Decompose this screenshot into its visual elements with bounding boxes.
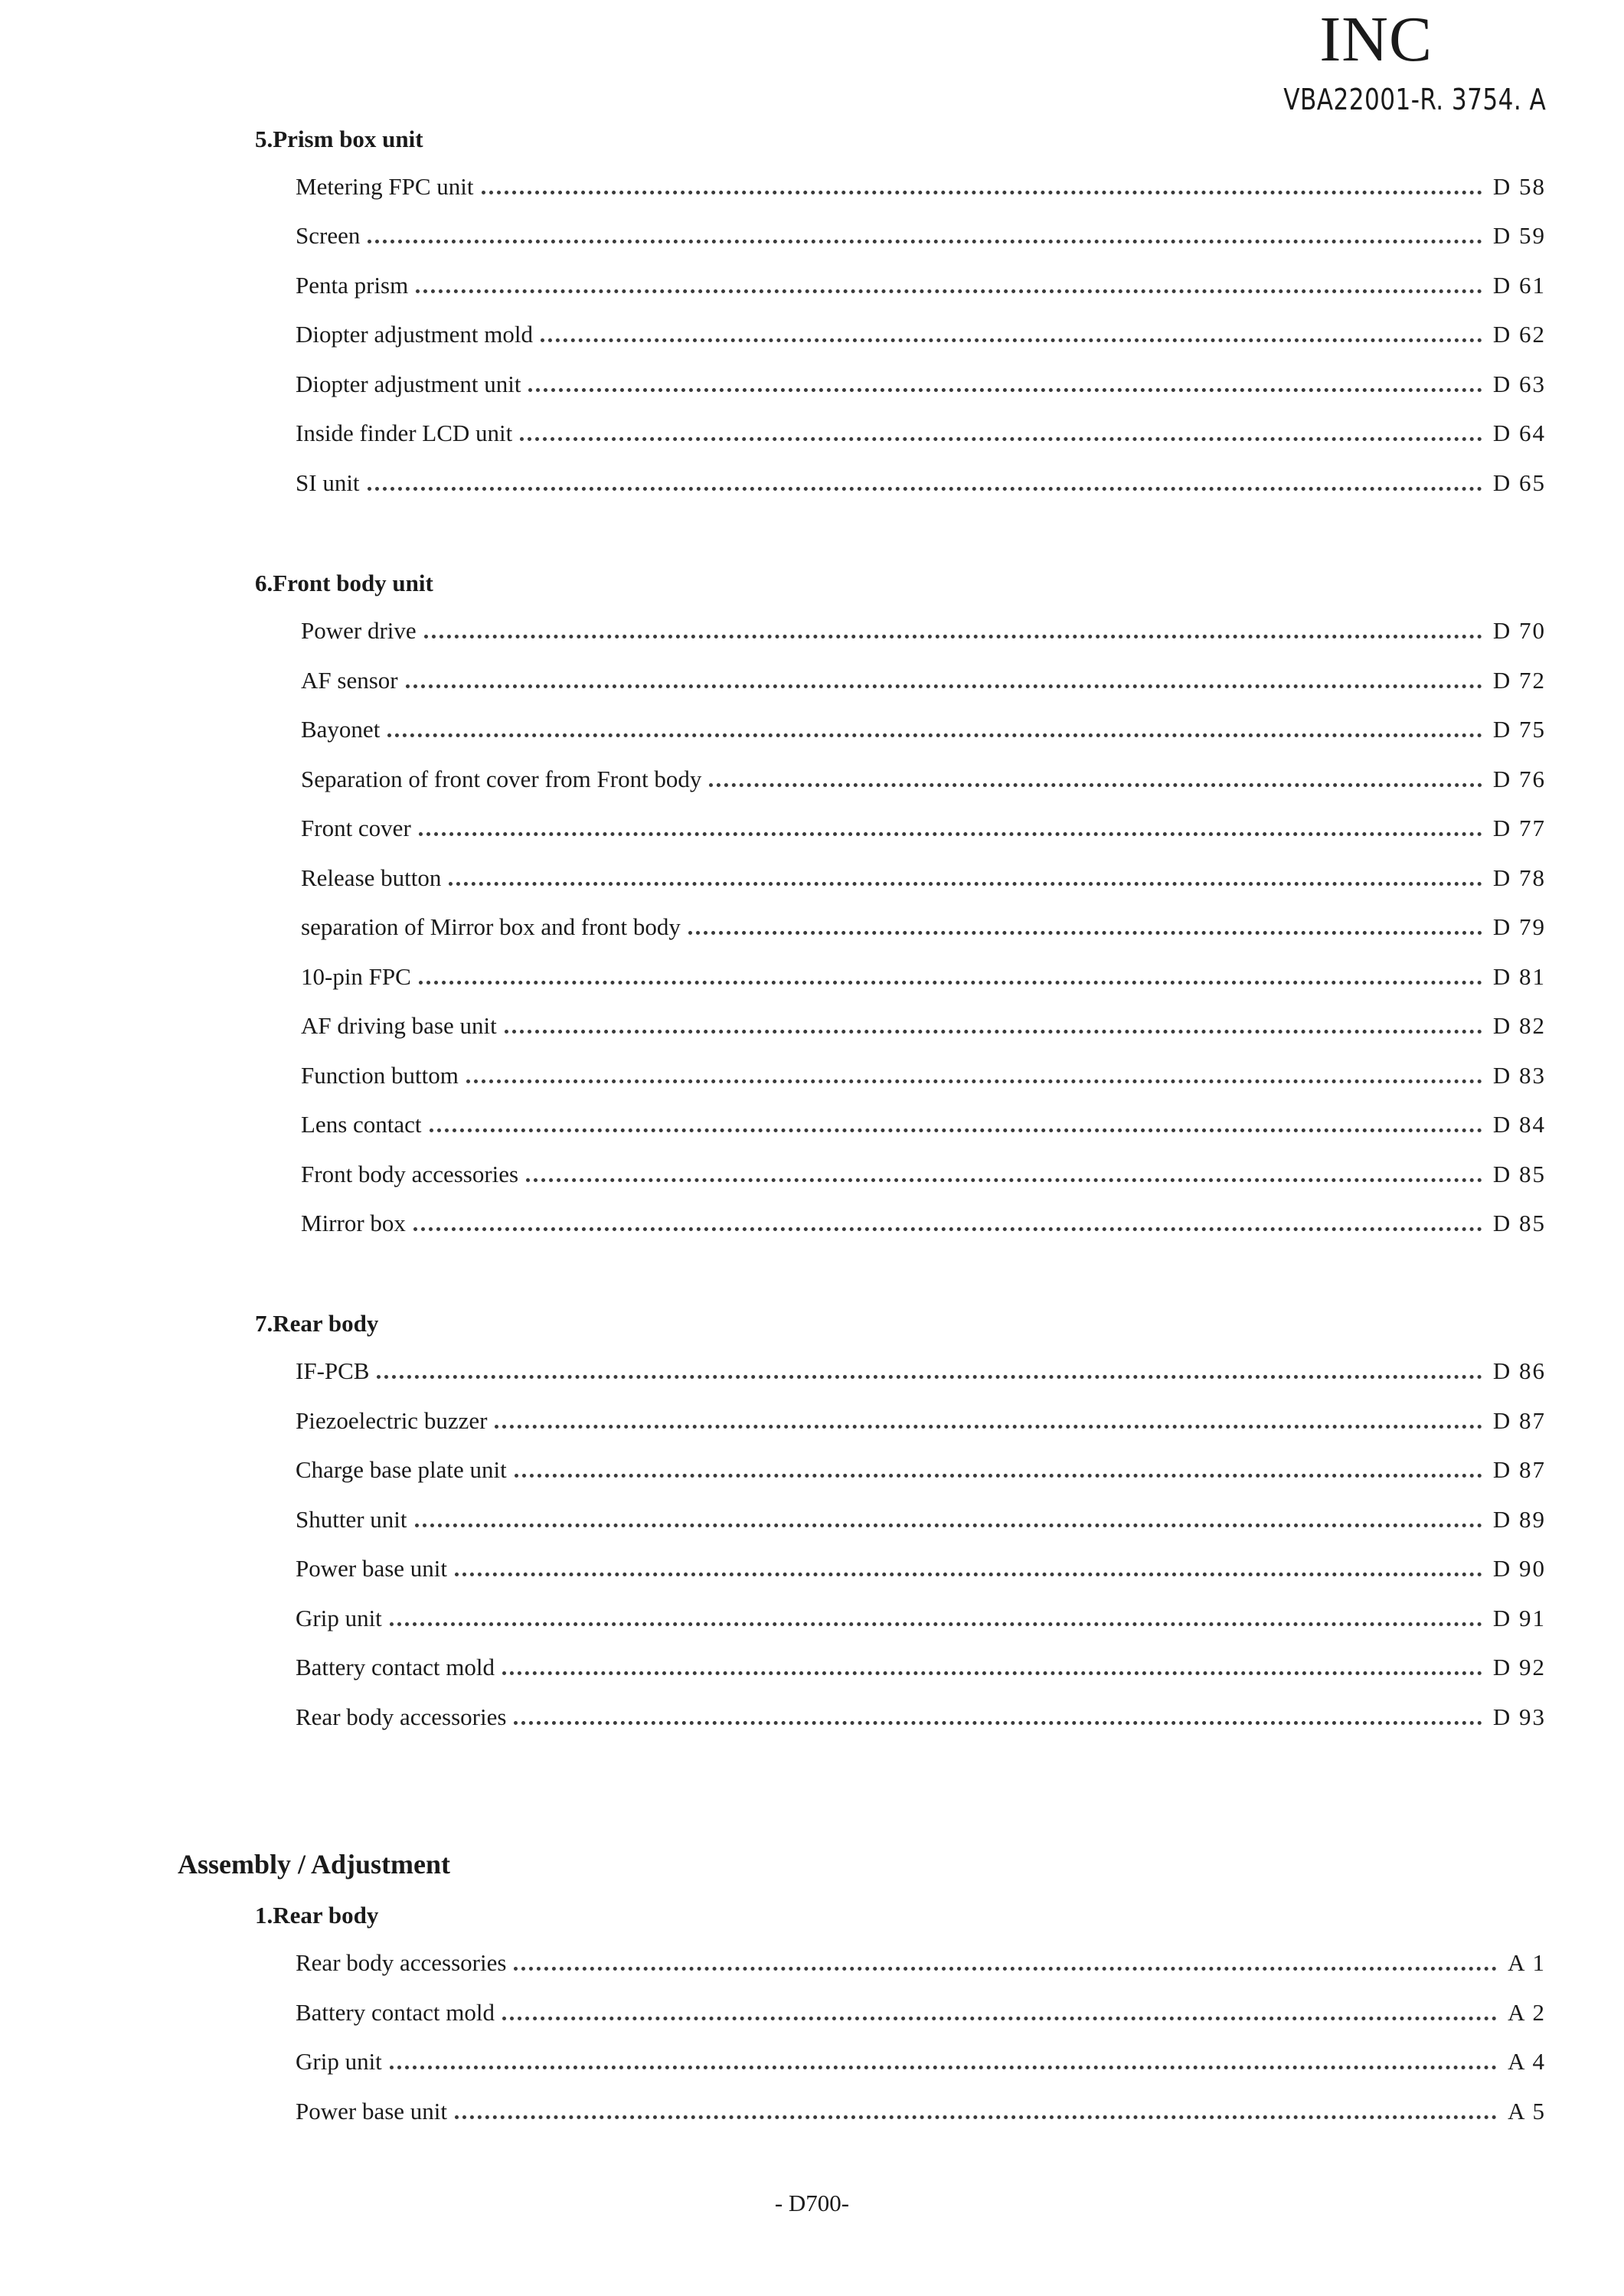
toc-entry-label: Piezoelectric buzzer — [296, 1407, 488, 1434]
toc-entry-page: D 76 — [1492, 766, 1546, 792]
toc-entry[interactable] — [296, 420, 1546, 453]
toc-entry-label: Power base unit — [296, 1555, 448, 1582]
toc-entry-page: D 63 — [1492, 371, 1546, 397]
toc-entry[interactable] — [296, 1654, 1546, 1687]
toc-entry-page: D 91 — [1492, 1605, 1546, 1631]
toc-entry[interactable] — [301, 963, 1546, 997]
toc-entry-label: Diopter adjustment unit — [296, 371, 521, 397]
toc-entry-page: D 93 — [1492, 1703, 1546, 1730]
dot-leader — [449, 882, 1482, 886]
toc-entry[interactable] — [296, 2098, 1546, 2131]
dot-leader — [514, 1721, 1482, 1725]
dot-leader — [413, 1227, 1482, 1231]
toc-entry-page: D 70 — [1492, 617, 1546, 644]
toc-entry[interactable] — [296, 1999, 1546, 2033]
dot-leader — [424, 635, 1482, 639]
toc-entry-label: Battery contact mold — [296, 1654, 495, 1680]
dot-leader — [541, 338, 1482, 342]
toc-entry-label: SI unit — [296, 469, 360, 496]
toc-entry-label: Rear body accessories — [296, 1703, 507, 1730]
toc-entry-page: D 87 — [1492, 1456, 1546, 1483]
toc-entry-label: 10-pin FPC — [301, 963, 411, 990]
toc-entry-label: Mirror box — [301, 1210, 406, 1236]
toc-entry[interactable] — [296, 2048, 1546, 2082]
dot-leader — [419, 832, 1482, 836]
toc-entry[interactable] — [301, 1012, 1546, 1046]
toc-entry-page: A 1 — [1508, 1949, 1546, 1976]
toc-entry-page: D 72 — [1492, 667, 1546, 694]
dot-leader — [528, 388, 1482, 392]
dot-leader — [387, 733, 1482, 737]
section-heading-front-body: 6.Front body unit — [255, 570, 433, 596]
toc-entry-label: Grip unit — [296, 2048, 382, 2075]
toc-entry[interactable] — [296, 1703, 1546, 1737]
toc-entry-label: AF sensor — [301, 667, 398, 694]
dot-leader — [415, 1524, 1482, 1527]
toc-entry-label: Grip unit — [296, 1605, 382, 1631]
toc-entry[interactable] — [296, 1506, 1546, 1540]
toc-entry[interactable] — [296, 222, 1546, 256]
toc-entry-label: Diopter adjustment mold — [296, 321, 533, 348]
toc-entry[interactable] — [301, 815, 1546, 848]
toc-entry-label: Front cover — [301, 815, 411, 841]
toc-entry[interactable] — [296, 1605, 1546, 1638]
toc-entry-page: D 58 — [1492, 173, 1546, 200]
toc-entry-label: Shutter unit — [296, 1506, 407, 1533]
dot-leader — [505, 1030, 1482, 1034]
toc-entry-page: D 84 — [1492, 1111, 1546, 1138]
toc-entry-page: D 90 — [1492, 1555, 1546, 1582]
toc-entry-page: D 85 — [1492, 1210, 1546, 1236]
dot-leader — [709, 783, 1482, 787]
toc-entry[interactable] — [296, 1555, 1546, 1589]
section-heading-prism-box: 5.Prism box unit — [255, 126, 423, 152]
toc-entry[interactable] — [296, 1949, 1546, 1983]
page-number-footer: - D700- — [774, 2190, 850, 2216]
dot-leader — [419, 981, 1482, 985]
dot-leader — [416, 289, 1482, 293]
toc-entry-page: D 85 — [1492, 1161, 1546, 1187]
toc-entry-label: Function buttom — [301, 1062, 459, 1089]
toc-entry-label: Front body accessories — [301, 1161, 519, 1187]
toc-entry-page: D 62 — [1492, 321, 1546, 348]
dot-leader — [406, 684, 1482, 688]
dot-leader — [482, 191, 1482, 194]
section-heading-assembly-rear-body: 1.Rear body — [255, 1902, 379, 1929]
toc-entry-page: D 92 — [1492, 1654, 1546, 1680]
toc-entry[interactable] — [301, 716, 1546, 750]
toc-entry-label: Rear body accessories — [296, 1949, 507, 1976]
toc-entry[interactable] — [296, 371, 1546, 404]
dot-leader — [502, 2017, 1497, 2020]
toc-entry[interactable] — [301, 1111, 1546, 1145]
dot-leader — [514, 1967, 1497, 1971]
part-heading-assembly-adjustment: Assembly / Adjustment — [178, 1849, 451, 1880]
company-name: INC — [1319, 4, 1433, 75]
toc-entry-label: Inside finder LCD unit — [296, 420, 513, 446]
toc-entry-label: Release button — [301, 864, 442, 891]
dot-leader — [368, 487, 1482, 491]
toc-entry[interactable] — [301, 1062, 1546, 1096]
dot-leader — [526, 1178, 1482, 1182]
toc-entry-label: AF driving base unit — [301, 1012, 497, 1039]
toc-entry[interactable] — [301, 667, 1546, 701]
toc-entry[interactable] — [296, 1407, 1546, 1441]
toc-entry[interactable] — [301, 864, 1546, 898]
toc-entry[interactable] — [296, 173, 1546, 207]
toc-entry-page: D 65 — [1492, 469, 1546, 496]
dot-leader — [390, 2066, 1497, 2069]
dot-leader — [455, 2115, 1497, 2119]
toc-entry-label: Screen — [296, 222, 361, 249]
toc-entry-page: D 64 — [1492, 420, 1546, 446]
toc-entry[interactable] — [301, 1210, 1546, 1243]
toc-entry-label: Power base unit — [296, 2098, 448, 2125]
dot-leader — [515, 1474, 1482, 1478]
dot-leader — [466, 1079, 1482, 1083]
toc-entry-label: separation of Mirror box and front body — [301, 913, 681, 940]
dot-leader — [368, 240, 1482, 243]
toc-entry-page: D 81 — [1492, 963, 1546, 990]
dot-leader — [377, 1375, 1482, 1379]
toc-entry-page: D 59 — [1492, 222, 1546, 249]
toc-entry[interactable] — [301, 1161, 1546, 1194]
dot-leader — [390, 1622, 1482, 1626]
toc-entry[interactable] — [296, 1456, 1546, 1490]
toc-entry-page: D 78 — [1492, 864, 1546, 891]
toc-entry-page: D 87 — [1492, 1407, 1546, 1434]
toc-entry-page: A 4 — [1508, 2048, 1546, 2075]
toc-entry-label: Metering FPC unit — [296, 173, 474, 200]
toc-entry-label: Battery contact mold — [296, 1999, 495, 2026]
toc-entry[interactable] — [296, 272, 1546, 305]
toc-entry-page: D 79 — [1492, 913, 1546, 940]
dot-leader — [688, 931, 1482, 935]
toc-entry-label: Penta prism — [296, 272, 409, 299]
toc-entry-page: D 61 — [1492, 272, 1546, 299]
dot-leader — [430, 1128, 1482, 1132]
toc-entry-page: D 89 — [1492, 1506, 1546, 1533]
toc-entry-label: Charge base plate unit — [296, 1456, 507, 1483]
dot-leader — [495, 1425, 1482, 1429]
toc-entry[interactable] — [296, 1357, 1546, 1391]
toc-entry-page: D 86 — [1492, 1357, 1546, 1384]
toc-entry-page: D 75 — [1492, 716, 1546, 743]
toc-entry[interactable] — [296, 469, 1546, 503]
toc-entry-page: D 82 — [1492, 1012, 1546, 1039]
toc-entry-page: D 77 — [1492, 815, 1546, 841]
document-code: VBA22001-R. 3754. A — [1283, 83, 1546, 116]
toc-entry-label: Separation of front cover from Front body — [301, 766, 702, 792]
toc-entry-page: A 5 — [1508, 2098, 1546, 2125]
toc-entry-page: A 2 — [1508, 1999, 1546, 2026]
dot-leader — [455, 1573, 1482, 1576]
dot-leader — [502, 1671, 1482, 1675]
toc-entry-label: Lens contact — [301, 1111, 422, 1138]
toc-entry[interactable] — [301, 766, 1546, 799]
toc-entry[interactable] — [301, 617, 1546, 651]
toc-entry-label: Power drive — [301, 617, 417, 644]
dot-leader — [520, 437, 1482, 441]
toc-entry-label: Bayonet — [301, 716, 381, 743]
toc-entry[interactable] — [301, 913, 1546, 947]
toc-entry-label: IF-PCB — [296, 1357, 370, 1384]
toc-entry-page: D 83 — [1492, 1062, 1546, 1089]
section-heading-rear-body: 7.Rear body — [255, 1310, 379, 1337]
toc-entry[interactable] — [296, 321, 1546, 354]
